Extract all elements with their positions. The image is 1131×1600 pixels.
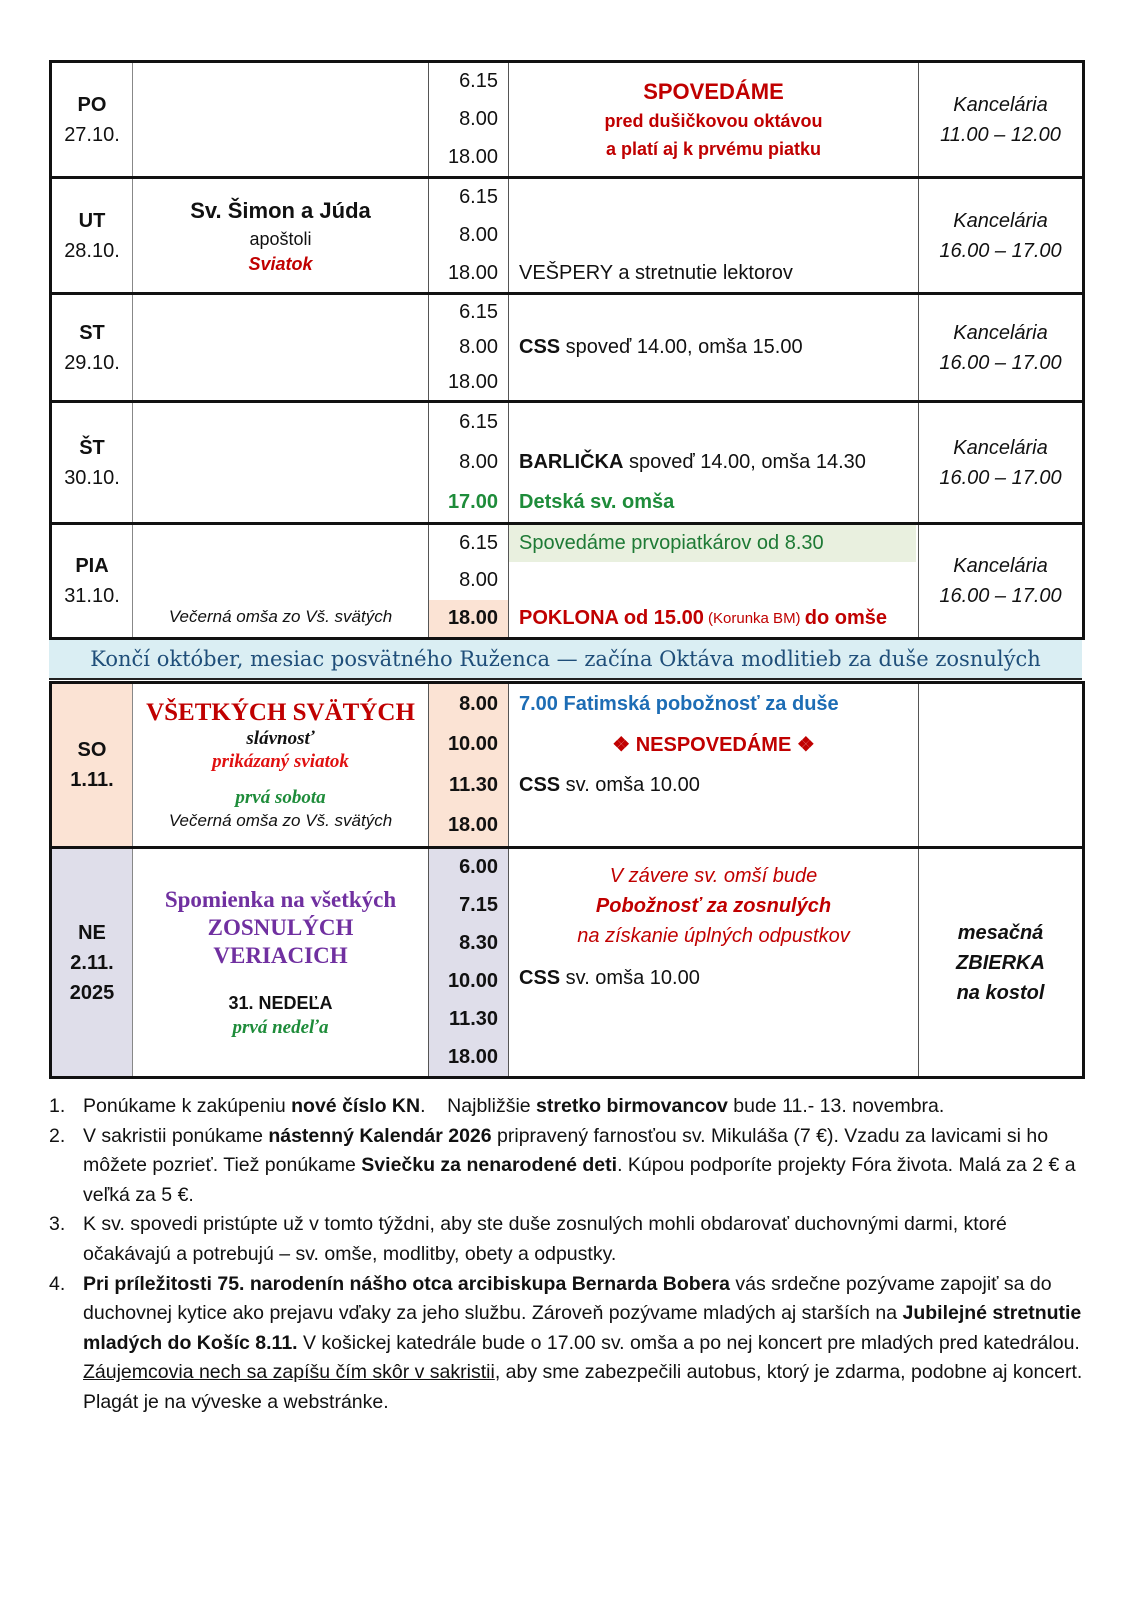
- css-detail: spoveď 14.00, omša 15.00: [560, 336, 803, 358]
- office-label: Kancelária: [953, 436, 1048, 459]
- barlicka-detail: spoveď 14.00, omša 14.30: [623, 451, 866, 473]
- announcement-highlight: nástenný Kalendár 2026: [268, 1124, 492, 1147]
- adoration-time: POKLONA od 15.00: [519, 606, 704, 629]
- mass-time: 6.00: [459, 856, 498, 879]
- vespers-note: VEŠPERY a stretnutie lektorov: [519, 261, 793, 284]
- notes-cell: [509, 402, 919, 524]
- announcement-text: V košickej katedrále bude o 17.00 sv. omša a po nej koncert pre mladých pred katedrálou.: [297, 1331, 1086, 1354]
- day-date: 28.10.: [64, 239, 120, 262]
- notes-cell: [509, 524, 919, 639]
- mass-time: 11.30: [449, 773, 498, 796]
- announcement-text: K sv. spovedi pristúpte už v tomto týždni, aby ste duše zosnulých mohli obdarovať duchovnými darmi, ktoré očakávajú a potrebujú – sv. omše, modlitby, obety a odpustky.: [83, 1213, 1013, 1265]
- day-date: 31.10.: [64, 585, 120, 607]
- day-name: ST: [79, 321, 105, 344]
- feast-rank: Sviatok: [248, 253, 313, 274]
- day-name: SO: [77, 739, 107, 761]
- announcement-item: [49, 1122, 1089, 1211]
- mass-times: [429, 402, 509, 524]
- day-cell: [51, 178, 133, 294]
- confession-note: a platí aj k prvému piatku: [605, 138, 822, 159]
- mass-time: 18.00: [447, 814, 498, 837]
- announcement-highlight: Sviečku za nenarodené deti: [361, 1154, 618, 1177]
- mass-time: 8.30: [459, 932, 498, 955]
- announcement-item: [49, 1270, 1089, 1418]
- feast-rank: slávnosť: [246, 728, 315, 749]
- mass-time: 6.15: [459, 70, 498, 93]
- day-cell: [51, 294, 133, 402]
- indulgence-note: na získanie úplných odpustkov: [577, 925, 850, 947]
- evening-mass-note: Večerná omša zo Vš. svätých: [168, 811, 393, 830]
- mass-time-vigil: 18.00: [429, 600, 508, 637]
- adoration-note: [509, 600, 918, 637]
- announcement-text: V sakristii ponúkame: [83, 1124, 269, 1147]
- no-confession-note: ❖ NESPOVEDÁME ❖: [612, 734, 815, 757]
- feast-title-line3: VERIACICH: [213, 942, 348, 968]
- confession-heading: SPOVEDÁME: [643, 78, 784, 104]
- css-note: [509, 765, 918, 806]
- office-label: Kancelária: [953, 93, 1048, 116]
- feast-obligation: prikázaný sviatok: [212, 751, 349, 772]
- adoration-until: do omše: [804, 606, 887, 629]
- mass-time: 10.00: [447, 733, 498, 756]
- mass-time: 6.15: [459, 411, 498, 434]
- office-label: Kancelária: [953, 209, 1048, 232]
- day-date: 27.10.: [64, 123, 120, 146]
- announcement-number: 4.: [49, 1272, 66, 1295]
- adoration-chaplet: (Korunka BM): [703, 609, 805, 627]
- barlicka-label: BARLIČKA: [519, 451, 624, 473]
- day-date: 2.11.: [70, 951, 114, 974]
- notes-cell: [509, 683, 919, 848]
- mass-time: 18.00: [447, 145, 498, 168]
- day-date: 30.10.: [64, 466, 120, 489]
- announcement-highlight: nové číslo KN: [291, 1095, 421, 1117]
- day-name: PO: [77, 93, 107, 116]
- announcement-text: Ponúkame k zakúpeniu: [83, 1095, 292, 1117]
- feast-cell: [133, 848, 429, 1078]
- mass-times: [429, 178, 509, 294]
- mass-times: [429, 848, 509, 1078]
- day-row-saturday: [51, 683, 1084, 848]
- mass-time: 18.00: [447, 261, 498, 284]
- announcement-highlight: Pri príležitosti 75. narodenín nášho otca arcibiskupa Bernarda Bobera: [83, 1272, 730, 1295]
- office-label: Kancelária: [953, 321, 1048, 344]
- day-row-thursday: [51, 402, 1084, 524]
- mass-time: 6.15: [459, 532, 498, 555]
- announcement-number: 2.: [49, 1124, 66, 1147]
- office-hours: [919, 62, 1084, 178]
- office-time: 16.00 – 17.00: [939, 351, 1062, 374]
- css-label: CSS: [519, 773, 561, 796]
- office-hours: [919, 178, 1084, 294]
- notes-cell: [509, 294, 919, 402]
- announcement-text: vás srdečne pozývame zapojiť sa do duchovnej kytice ako prejavu vďaky za jeho službu. Zároveň pozývame mladých aj starších na: [83, 1272, 1058, 1325]
- announcement-item: [49, 1092, 1089, 1122]
- octave-banner: Končí október, mesiac posvätného Ruženca — začína Oktáva modlitieb za duše zosnulých: [49, 640, 1082, 680]
- schedule-table-november: [49, 681, 1085, 1079]
- mass-times: [429, 62, 509, 178]
- office-time: 16.00 – 17.00: [939, 585, 1062, 607]
- mass-time: 6.15: [459, 186, 498, 209]
- evening-mass-note: Večerná omša zo Vš. svätých: [168, 607, 393, 626]
- day-row-friday: [51, 524, 1084, 639]
- announcement-text: , aby sme zabezpečili autobus, ktorý je zdarma, podobne aj koncert. Plagát je na výveske a webstránke.: [83, 1361, 1088, 1413]
- notes-cell: [509, 848, 919, 1078]
- feast-cell: [133, 62, 429, 178]
- office-time: 16.00 – 17.00: [939, 466, 1062, 489]
- day-date: 29.10.: [64, 351, 120, 374]
- mass-time: 18.00: [447, 1045, 498, 1068]
- day-cell: [51, 524, 133, 639]
- office-hours: [919, 524, 1084, 639]
- notes-cell: [509, 62, 919, 178]
- css-note: [509, 967, 918, 990]
- first-friday-confession-note: Spovedáme prvopiatkárov od 8.30: [509, 525, 916, 562]
- day-name: ŠT: [79, 436, 105, 459]
- children-mass-note: Detská sv. omša: [519, 490, 675, 513]
- day-name: PIA: [75, 555, 109, 577]
- css-detail: sv. omša 10.00: [560, 773, 700, 796]
- feast-cell: [133, 683, 429, 848]
- mass-time: 18.00: [447, 371, 498, 393]
- css-label: CSS: [519, 967, 561, 989]
- mass-time: 8.00: [459, 108, 498, 130]
- mass-times: [429, 683, 509, 848]
- first-sunday: prvá nedeľa: [232, 1016, 329, 1038]
- sunday-number: 31. NEDEĽA: [228, 992, 333, 1013]
- mass-times: [429, 294, 509, 402]
- feast-title: Sv. Šimon a Júda: [190, 197, 371, 223]
- day-name: NE: [78, 921, 106, 944]
- devotion-intro: V závere sv. omší bude: [609, 865, 818, 887]
- announcement-highlight: Jubilejné stretnutie mladých do Košíc 8.11.: [83, 1302, 1087, 1354]
- barlicka-note: [509, 443, 918, 483]
- feast-cell: [133, 524, 429, 639]
- day-row-wednesday: [51, 294, 1084, 402]
- mass-time: 7.15: [459, 894, 498, 917]
- day-cell: [51, 402, 133, 524]
- office-hours: [919, 402, 1084, 524]
- day-name: UT: [78, 209, 106, 232]
- announcement-text: . Kúpou podporíte projekty Fóra života. Malá za 2 € a veľká za 5 €.: [83, 1154, 1081, 1206]
- office-hours: [919, 683, 1084, 848]
- feast-cell: [133, 294, 429, 402]
- collection-line: na kostol: [956, 981, 1045, 1004]
- mass-time: 10.00: [447, 969, 498, 992]
- day-cell: [51, 62, 133, 178]
- collection-line: mesačná: [957, 921, 1044, 944]
- office-label: Kancelária: [953, 555, 1048, 577]
- feast-subtitle: apoštoli: [249, 228, 312, 249]
- announcement-underlined: Záujemcovia nech sa zapíšu čím skôr v sakristii: [83, 1361, 495, 1384]
- mass-times: [429, 524, 509, 639]
- announcement-text: bude 11.- 13. novembra.: [727, 1095, 945, 1117]
- announcement-text: . Najbližšie: [420, 1095, 537, 1117]
- announcement-number: 1.: [49, 1095, 66, 1117]
- day-date: 1.11.: [70, 769, 114, 791]
- announcement-number: 3.: [49, 1213, 66, 1236]
- day-cell: [51, 683, 133, 848]
- mass-time: 8.00: [459, 451, 498, 473]
- mass-time: 6.15: [459, 301, 498, 323]
- feast-title-line2: ZOSNULÝCH: [207, 914, 354, 940]
- office-time: 16.00 – 17.00: [939, 239, 1062, 262]
- css-label: CSS: [519, 336, 561, 358]
- notes-cell: [509, 178, 919, 294]
- feast-title: VŠETKÝCH SVÄTÝCH: [146, 699, 415, 726]
- css-detail: sv. omša 10.00: [560, 967, 700, 989]
- mass-time: 8.00: [459, 569, 498, 592]
- day-cell: [51, 848, 133, 1078]
- announcements-list: [49, 1092, 1089, 1418]
- day-row-tuesday: [51, 178, 1084, 294]
- devotion-title: Pobožnosť za zosnulých: [595, 895, 832, 917]
- mass-time: 8.00: [459, 224, 498, 246]
- collection-line: ZBIERKA: [956, 951, 1045, 974]
- announcement-item: [49, 1210, 1089, 1269]
- day-year: 2025: [69, 981, 115, 1004]
- confession-note: pred dušičkovou oktávou: [604, 110, 823, 131]
- mass-time: 8.00: [459, 692, 498, 715]
- feast-title: Spomienka na všetkých: [164, 886, 397, 912]
- day-row-monday: [51, 62, 1084, 178]
- office-time: 11.00 – 12.00: [940, 123, 1061, 146]
- fatima-devotion-note: 7.00 Fatimská pobožnosť za duše: [519, 692, 839, 715]
- css-note: [509, 330, 918, 365]
- feast-cell: [133, 402, 429, 524]
- announcement-text: pripravený farnosťou sv. Mikuláša (7 €). Vzadu za lavicami si ho môžete pozrieť. Tiež ponúkame: [83, 1124, 1054, 1177]
- day-row-sunday: [51, 848, 1084, 1078]
- mass-time: 11.30: [449, 1007, 498, 1030]
- mass-time-children: 17.00: [447, 490, 498, 513]
- mass-time: 8.00: [459, 336, 498, 358]
- schedule-table-october: [49, 60, 1085, 640]
- office-hours: [919, 294, 1084, 402]
- first-saturday: prvá sobota: [235, 787, 326, 808]
- collection-note: [919, 848, 1084, 1078]
- feast-cell: [133, 178, 429, 294]
- announcement-highlight: stretko birmovancov: [536, 1095, 728, 1117]
